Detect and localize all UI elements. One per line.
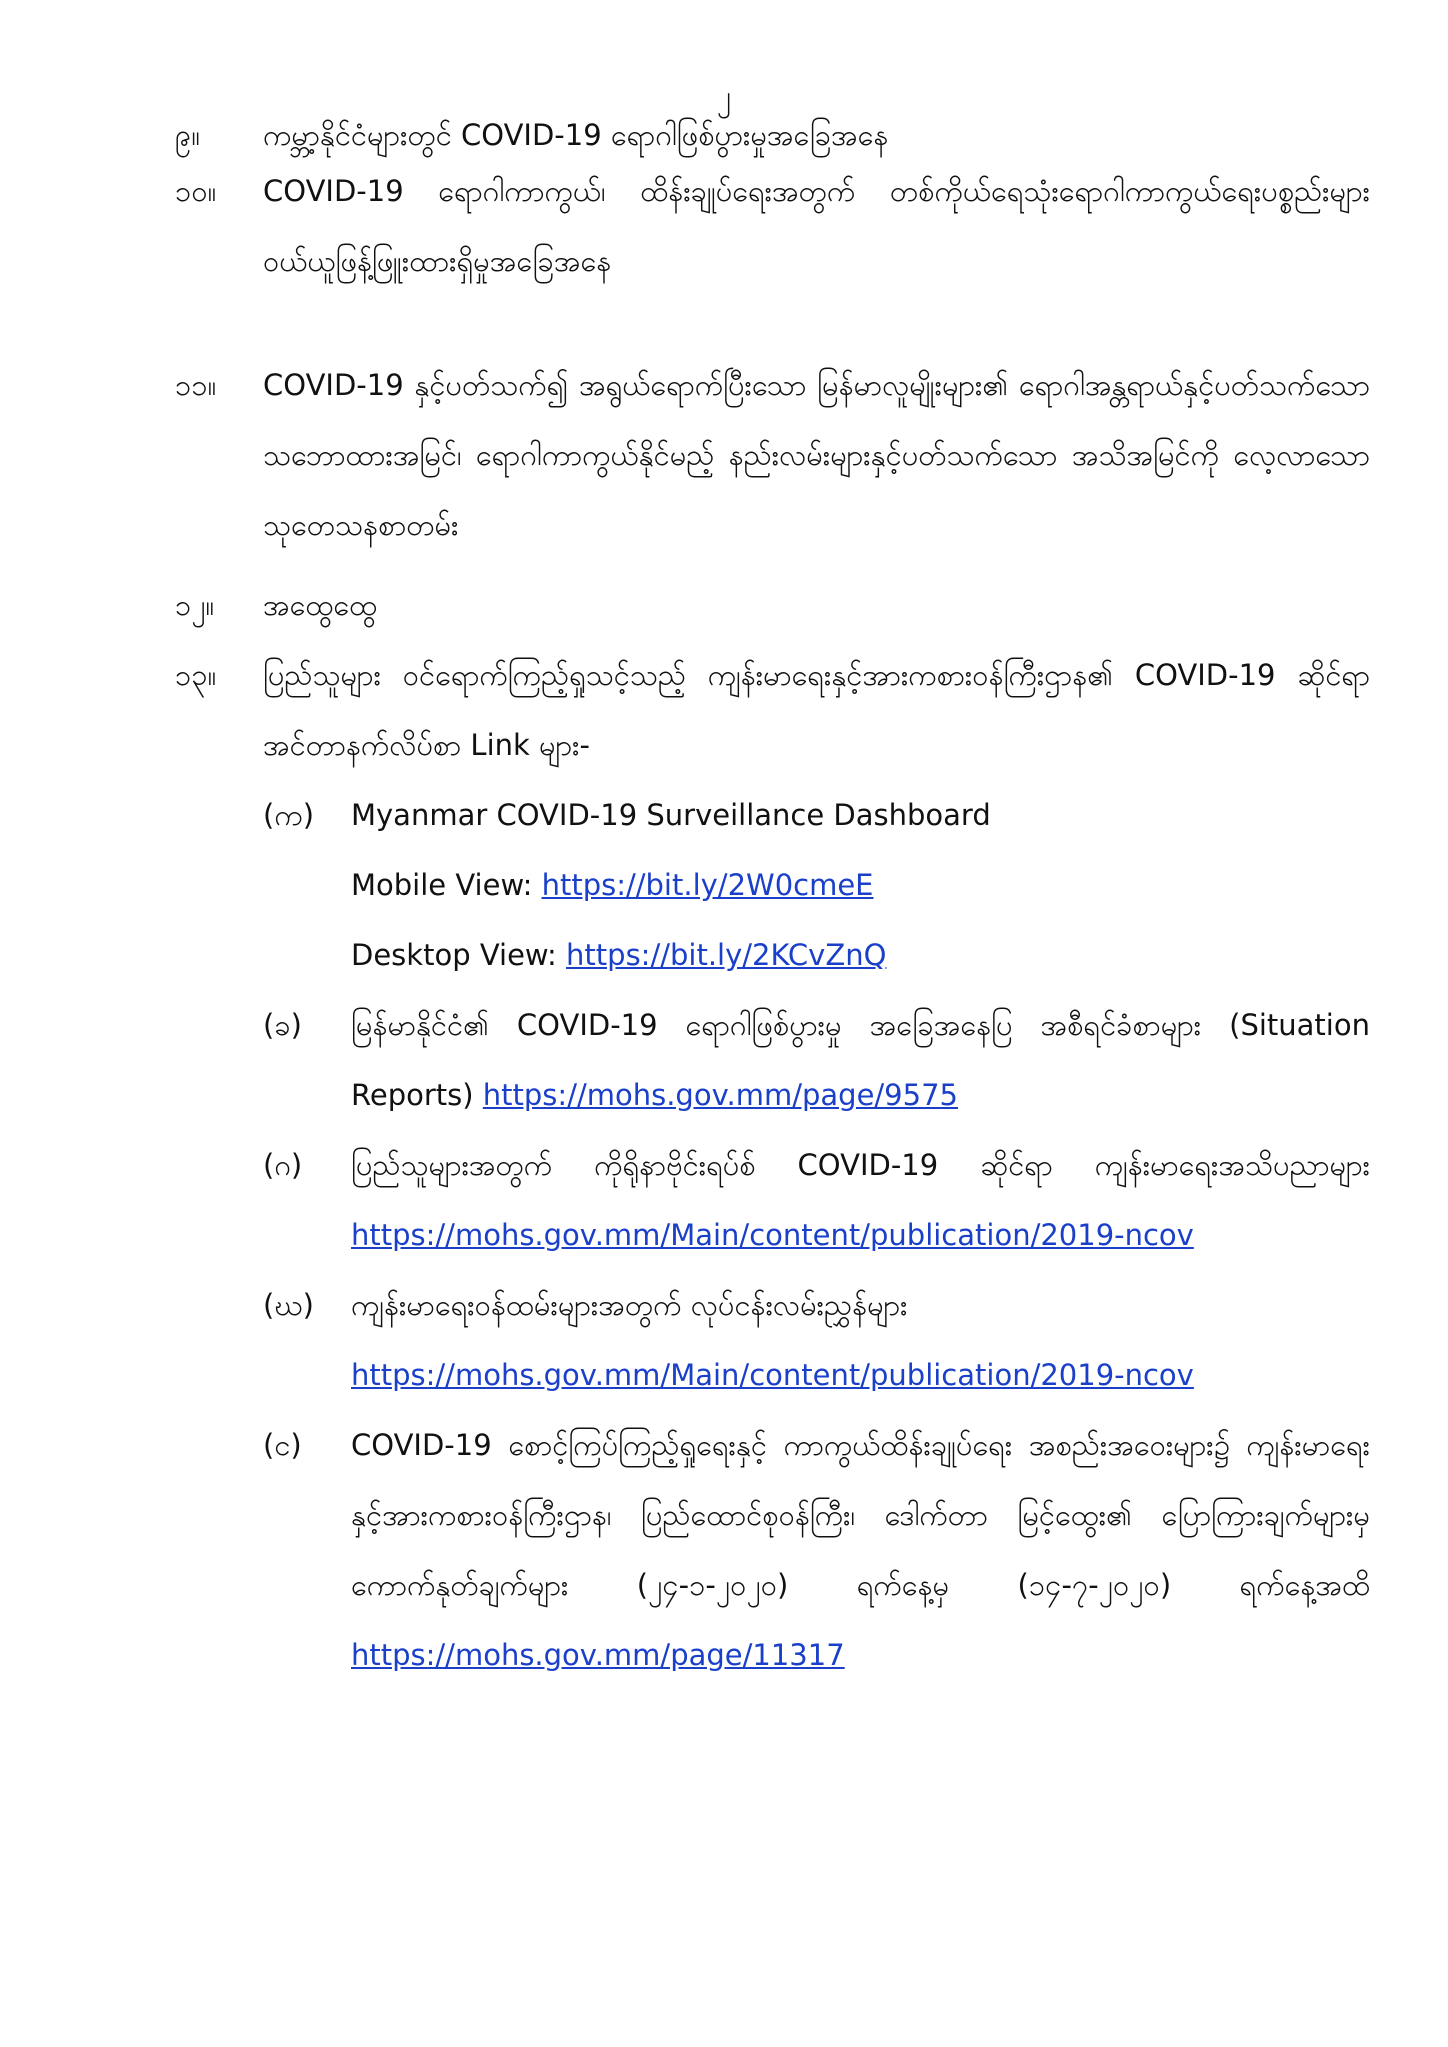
sub-item-text: ကျန်းမာရေးဝန်ထမ်းများအတွက် လုပ်ငန်းလမ်းညွှန်များ <box>351 1288 908 1322</box>
sub-item-letter: (င) <box>263 1428 302 1462</box>
sub-item-text: ပြည်သူများအတွက် ကိုရိုနာဗိုင်းရပ်စ် COVID-19 ဆိုင်ရာ ကျန်းမာရေးအသိပညာများ <box>351 1148 1370 1182</box>
sub-item-text: မြန်မာနိုင်ငံ၏ COVID-19 ရောဂါဖြစ်ပွားမှု အခြေအနေပြ အစီရင်ခံစာများ (Situation Reports) <box>351 1008 1370 1112</box>
sub-item-text: COVID-19 စောင့်ကြပ်ကြည့်ရှုရေးနှင့် ကာကွယ်ထိန်းချုပ်ရေး အစည်းအဝေးများ၌ ကျန်းမာရေးနှင့်အားကစားဝန်ကြီးဌာန၊ ပြည်ထောင်စုဝန်ကြီး၊ ဒေါက်တာ မြင့်ထွေး၏ ပြောကြားချက်များမှ ကောက်နုတ်ချက်များ (၂၄-၁-၂၀၂၀) ရက်နေ့မှ (၁၄-၇-၂၀၂၀) ရက်နေ့အထိ <box>351 1428 1370 1602</box>
sub-item-title: Myanmar COVID-19 Surveillance Dashboard <box>351 798 991 832</box>
sub-item-dashboard <box>263 780 1370 990</box>
mobile-view-label: Mobile View: <box>351 868 542 902</box>
item-number: ၁၂။ <box>175 588 215 622</box>
sub-item-letter: (ခ) <box>263 1008 302 1042</box>
sub-item-public-knowledge <box>263 1130 1370 1270</box>
sub-item-meeting-excerpts <box>263 1410 1370 1690</box>
mobile-view-link[interactable]: https://bit.ly/2W0cmeE <box>541 868 874 902</box>
sub-item-letter: (က) <box>263 798 315 832</box>
item-number: ၁၀။ <box>175 174 217 208</box>
item-number: ၉။ <box>175 118 201 152</box>
desktop-view-line <box>351 920 1370 990</box>
desktop-view-link[interactable]: https://bit.ly/2KCvZnQ <box>566 938 887 972</box>
staff-guidelines-link[interactable]: https://mohs.gov.mm/Main/content/publication/2019-ncov <box>351 1358 1194 1392</box>
item-text: ပြည်သူများ ဝင်ရောက်ကြည့်ရှုသင့်သည့် ကျန်းမာရေးနှင့်အားကစားဝန်ကြီးဌာန၏ COVID-19 ဆိုင်ရာ အင်တာနက်လိပ်စာ Link များ- <box>263 658 1370 762</box>
public-knowledge-link[interactable]: https://mohs.gov.mm/Main/content/publication/2019-ncov <box>351 1218 1194 1252</box>
list-item <box>175 350 1370 560</box>
item-text: အထွေထွေ <box>263 588 378 622</box>
meeting-excerpts-link[interactable]: https://mohs.gov.mm/page/11317 <box>351 1638 845 1672</box>
mobile-view-line <box>351 850 1370 920</box>
page-number: ၂ <box>716 79 732 113</box>
list-item <box>175 156 1370 296</box>
item-text: COVID-19 ရောဂါကာကွယ်၊ ထိန်းချုပ်ရေးအတွက် တစ်ကိုယ်ရေသုံးရောဂါကာကွယ်ရေးပစ္စည်းများ ဝယ်ယူဖြန့်ဖြူးထားရှိမှုအခြေအနေ <box>263 174 1370 278</box>
item-number: ၁၁။ <box>175 368 217 402</box>
item-text: COVID-19 နှင့်ပတ်သက်၍ အရွယ်ရောက်ပြီးသော မြန်မာလူမျိုးများ၏ ရောဂါအန္တရာယ်နှင့်ပတ်သက်သော သဘောထားအမြင်၊ ရောဂါကာကွယ်နိုင်မည့် နည်းလမ်းများနှင့်ပတ်သက်သော အသိအမြင်ကို လေ့လာသော သုတေသနစာတမ်း <box>263 368 1370 542</box>
sub-item-staff-guidelines <box>263 1270 1370 1410</box>
sub-item-letter: (ဂ) <box>263 1148 303 1182</box>
desktop-view-label: Desktop View: <box>351 938 567 972</box>
sub-item-situation-reports <box>263 990 1370 1130</box>
sub-item-letter: (ဃ) <box>263 1288 314 1322</box>
item-number: ၁၃။ <box>175 658 217 692</box>
list-item <box>175 640 1370 780</box>
list-item <box>175 570 1370 640</box>
situation-reports-link[interactable]: https://mohs.gov.mm/page/9575 <box>482 1078 958 1112</box>
item-text: ကမ္ဘာ့နိုင်ငံများတွင် COVID-19 ရောဂါဖြစ်ပွားမှုအခြေအနေ <box>263 118 889 152</box>
